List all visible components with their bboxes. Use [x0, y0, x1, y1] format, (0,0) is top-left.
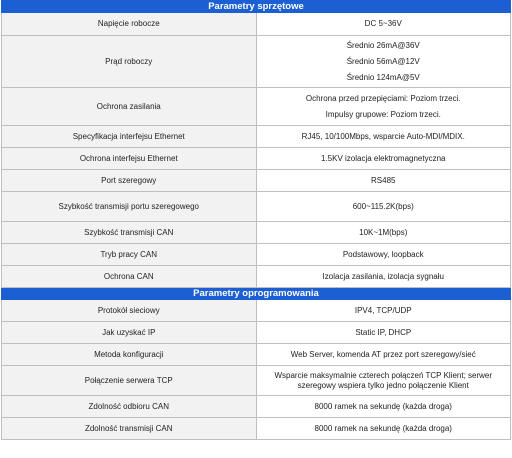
row-value: 8000 ramek na sekundę (każda droga) — [256, 418, 511, 440]
table-row — [2, 396, 511, 418]
table-row — [2, 88, 511, 126]
row-value: Ochrona przed przepięciami: Poziom trzeci. Impulsy grupowe: Poziom trzeci. — [256, 88, 511, 126]
row-label: Metoda konfiguracji — [2, 344, 257, 366]
table-row — [2, 192, 511, 222]
row-label: Szybkość transmisji CAN — [2, 222, 257, 244]
table-row — [2, 222, 511, 244]
table-row — [2, 366, 511, 396]
row-label: Prąd roboczy — [2, 36, 257, 88]
row-value: Średnio 26mA@36V Średnio 56mA@12V Średnio 124mA@5V — [256, 36, 511, 88]
row-value: 8000 ramek na sekundę (każda droga) — [256, 396, 511, 418]
row-label: Połączenie serwera TCP — [2, 366, 257, 396]
row-label: Jak uzyskać IP — [2, 322, 257, 344]
table-row — [2, 300, 511, 322]
row-label: Port szeregowy — [2, 170, 257, 192]
table-row — [2, 266, 511, 288]
table-row — [2, 344, 511, 366]
row-label: Zdolność transmisji CAN — [2, 418, 257, 440]
row-value: IPV4, TCP/UDP — [256, 300, 511, 322]
row-value: Podstawowy, loopback — [256, 244, 511, 266]
row-value: RJ45, 10/100Mbps, wsparcie Auto-MDI/MDIX. — [256, 126, 511, 148]
table-row — [2, 322, 511, 344]
section-header-hardware — [2, 1, 511, 13]
table-row — [2, 36, 511, 88]
row-value: RS485 — [256, 170, 511, 192]
row-value: Wsparcie maksymalnie czterech połączeń TCP Klient; serwer szeregowy wspiera tylko jedno połączenie Klient — [256, 366, 511, 396]
row-value: Izolacja zasilania, izolacja sygnału — [256, 266, 511, 288]
row-label: Szybkość transmisji portu szeregowego — [2, 192, 257, 222]
row-label: Protokół sieciowy — [2, 300, 257, 322]
row-value: Static IP, DHCP — [256, 322, 511, 344]
row-label: Zdolność odbioru CAN — [2, 396, 257, 418]
section-title: Parametry oprogramowania — [2, 288, 511, 300]
row-label: Napięcie robocze — [2, 13, 257, 36]
row-value: 1.5KV izolacja elektromagnetyczna — [256, 148, 511, 170]
row-value: Web Server, komenda AT przez port szeregowy/sieć — [256, 344, 511, 366]
section-header-software — [2, 288, 511, 300]
table-row — [2, 418, 511, 440]
table-row — [2, 170, 511, 192]
row-label: Ochrona interfejsu Ethernet — [2, 148, 257, 170]
spec-table — [1, 0, 511, 440]
row-label: Specyfikacja interfejsu Ethernet — [2, 126, 257, 148]
table-row — [2, 148, 511, 170]
table-row — [2, 126, 511, 148]
table-row — [2, 244, 511, 266]
row-value: 10K~1M(bps) — [256, 222, 511, 244]
row-label: Tryb pracy CAN — [2, 244, 257, 266]
row-value: 600~115.2K(bps) — [256, 192, 511, 222]
table-row — [2, 13, 511, 36]
row-label: Ochrona zasilania — [2, 88, 257, 126]
row-label: Ochrona CAN — [2, 266, 257, 288]
section-title: Parametry sprzętowe — [2, 1, 511, 13]
row-value: DC 5~36V — [256, 13, 511, 36]
